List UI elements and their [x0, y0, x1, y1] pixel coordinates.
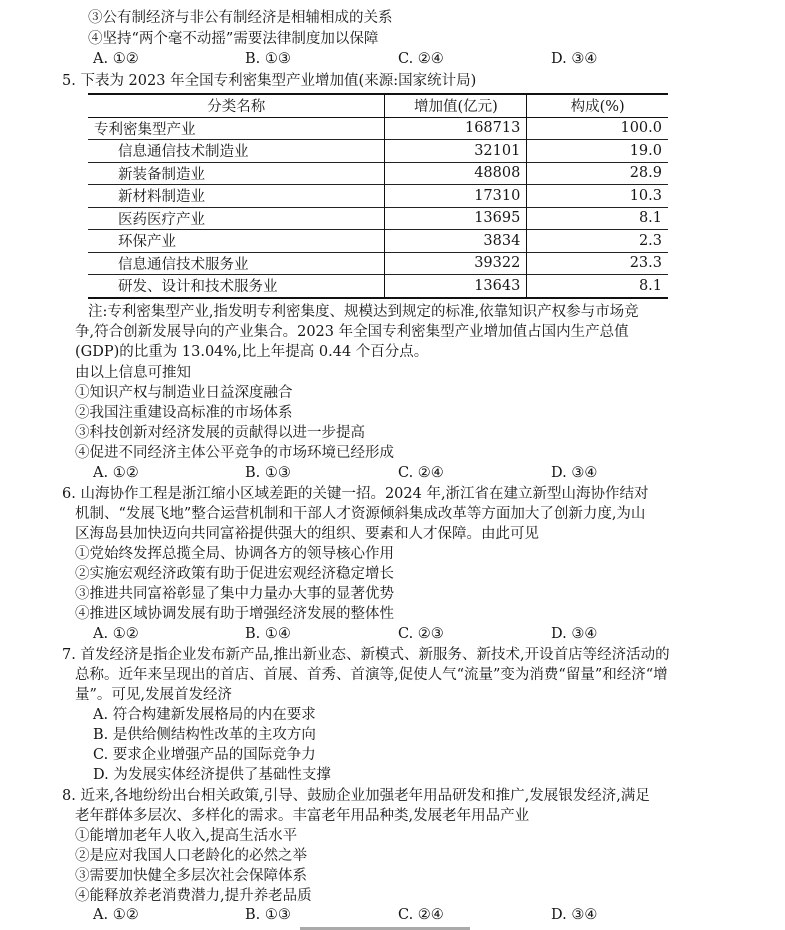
table-row — [88, 252, 668, 275]
q8-statement-4: ④能释放养老消费潜力,提升养老品质 — [75, 888, 312, 904]
table-cell-value: 17310 — [385, 185, 527, 208]
table-cell-category: 研发、设计和技术服务业 — [88, 275, 385, 298]
table-cell-category: 新材料制造业 — [88, 185, 385, 208]
table-row — [88, 275, 668, 298]
q5-note-line-3: (GDP)的比重为 13.04%,比上年提高 0.44 个百分点。 — [75, 344, 429, 360]
q8-option-d: D. ③④ — [551, 907, 598, 923]
q7-stem-line-3: 量”。可见,发展首发经济 — [75, 687, 233, 703]
table-cell-category: 信息通信技术服务业 — [88, 252, 385, 275]
page-footer-cutoff — [300, 922, 470, 930]
table-cell-value: 13643 — [385, 275, 527, 298]
q5-note-line-1: 注:专利密集型产业,指发明专利密集度、规模达到规定的标准,依靠知识产权参与市场竞 — [88, 304, 639, 320]
q5-lead: 由以上信息可推知 — [75, 365, 191, 381]
table-header-category: 分类名称 — [88, 94, 385, 117]
table-cell-value: 48808 — [385, 162, 527, 185]
table-cell-category: 环保产业 — [88, 230, 385, 253]
table-cell-category: 信息通信技术制造业 — [88, 140, 385, 163]
table-row — [88, 230, 668, 253]
table-cell-value: 39322 — [385, 252, 527, 275]
q8-statement-2: ②是应对我国人口老龄化的必然之举 — [75, 848, 307, 864]
q4-statement-4: ④坚持“两个毫不动摇”需要法律制度加以保障 — [88, 31, 379, 47]
q8-option-c: C. ②④ — [398, 907, 444, 923]
table-row — [88, 207, 668, 230]
q7-choice-d: D. 为发展实体经济提供了基础性支撑 — [93, 767, 331, 783]
table-header-value: 增加值(亿元) — [385, 94, 527, 117]
q8-option-b: B. ①③ — [245, 907, 291, 923]
q5-option-c: C. ②④ — [398, 465, 444, 481]
table-cell-value: 32101 — [385, 140, 527, 163]
table-cell-category: 专利密集型产业 — [94, 121, 196, 138]
table-cell-share: 19.0 — [527, 140, 668, 163]
q5-note-line-2: 争,符合创新发展导向的产业集合。2023 年全国专利密集型产业增加值占国内生产总值 — [75, 324, 629, 340]
q7-choice-a: A. 符合构建新发展格局的内在要求 — [93, 707, 316, 723]
table-header-share: 构成(%) — [527, 94, 668, 117]
q5-options — [0, 463, 785, 483]
q7-stem-line-1: 7. 首发经济是指企业发布新产品,推出新业态、新模式、新服务、新技术,开设首店等经济活动的 — [62, 647, 670, 663]
q5-statement-4: ④促进不同经济主体公平竞争的市场环境已经形成 — [75, 445, 394, 461]
q8-stem-line-1: 8. 近来,各地纷纷出台相关政策,引导、鼓励企业加强老年用品研发和推广,发展银发经济,满足 — [62, 788, 650, 804]
table-header-row — [88, 94, 668, 117]
q6-stem-line-1: 6. 山海协作工程是浙江缩小区域差距的关键一招。2024 年,浙江省在建立新型山海协作结对 — [62, 486, 649, 502]
table-cell-value: 13695 — [385, 207, 527, 230]
q4-option-a: A. ①② — [93, 51, 139, 67]
table-cell-share: 8.1 — [527, 275, 668, 298]
q6-option-a: A. ①② — [93, 626, 139, 642]
q4-option-c: C. ②④ — [398, 51, 444, 67]
table-cell-share: 23.3 — [527, 252, 668, 275]
q5-statement-3: ③科技创新对经济发展的贡献得以进一步提高 — [75, 425, 365, 441]
q6-statement-3: ③推进共同富裕彰显了集中力量办大事的显著优势 — [75, 586, 394, 602]
q5-option-b: B. ①③ — [245, 465, 291, 481]
q5-option-d: D. ③④ — [551, 465, 598, 481]
table-cell-value: 3834 — [385, 230, 527, 253]
q8-option-a: A. ①② — [93, 907, 139, 923]
q6-stem-line-2: 机制、“发展飞地”整合运营机制和干部人才资源倾斜集成改革等方面加大了创新力度,为山 — [75, 506, 646, 522]
q6-stem-line-3: 区海岛县加快迈向共同富裕提供强大的组织、要素和人才保障。由此可见 — [75, 526, 539, 542]
table-cell-share: 2.3 — [527, 230, 668, 253]
q6-option-c: C. ②③ — [398, 626, 444, 642]
q6-statement-1: ①党始终发挥总揽全局、协调各方的领导核心作用 — [75, 546, 394, 562]
table-cell-value: 168713 — [385, 117, 527, 140]
q6-options — [0, 624, 785, 644]
q5-data-table — [88, 93, 668, 299]
q5-statement-1: ①知识产权与制造业日益深度融合 — [75, 385, 293, 401]
q8-stem-line-2: 老年群体多层次、多样化的需求。丰富老年用品种类,发展老年用品产业 — [75, 808, 530, 824]
q7-stem-line-2: 总称。近年来呈现出的首店、首展、首秀、首演等,促使人气“流量”变为消费“留量”和经济“增 — [75, 667, 668, 683]
table-cell-share: 100.0 — [527, 117, 668, 140]
q8-statement-1: ①能增加老年人收入,提高生活水平 — [75, 828, 298, 844]
q6-statement-4: ④推进区域协调发展有助于增强经济发展的整体性 — [75, 606, 394, 622]
q8-statement-3: ③需要加快健全多层次社会保障体系 — [75, 868, 307, 884]
table-cell-share: 8.1 — [527, 207, 668, 230]
q7-choice-c: C. 要求企业增强产品的国际竞争力 — [93, 747, 316, 763]
table-cell-share: 10.3 — [527, 185, 668, 208]
table-row — [88, 117, 668, 140]
q5-statement-2: ②我国注重建设高标准的市场体系 — [75, 405, 293, 421]
q5-stem: 5. 下表为 2023 年全国专利密集型产业增加值(来源:国家统计局) — [62, 73, 477, 89]
q4-options — [0, 49, 785, 69]
q5-option-a: A. ①② — [93, 465, 139, 481]
table-row — [88, 162, 668, 185]
q4-option-b: B. ①③ — [245, 51, 291, 67]
q7-choice-b: B. 是供给侧结构性改革的主攻方向 — [93, 727, 316, 743]
q6-option-d: D. ③④ — [551, 626, 598, 642]
table-row — [88, 185, 668, 208]
q4-statement-3: ③公有制经济与非公有制经济是相辅相成的关系 — [88, 10, 393, 26]
q6-statement-2: ②实施宏观经济政策有助于促进宏观经济稳定增长 — [75, 566, 394, 582]
table-row — [88, 140, 668, 163]
q4-option-d: D. ③④ — [551, 51, 598, 67]
table-cell-category: 医药医疗产业 — [88, 207, 385, 230]
q6-option-b: B. ①④ — [245, 626, 291, 642]
table-cell-category: 新装备制造业 — [88, 162, 385, 185]
table-cell-share: 28.9 — [527, 162, 668, 185]
